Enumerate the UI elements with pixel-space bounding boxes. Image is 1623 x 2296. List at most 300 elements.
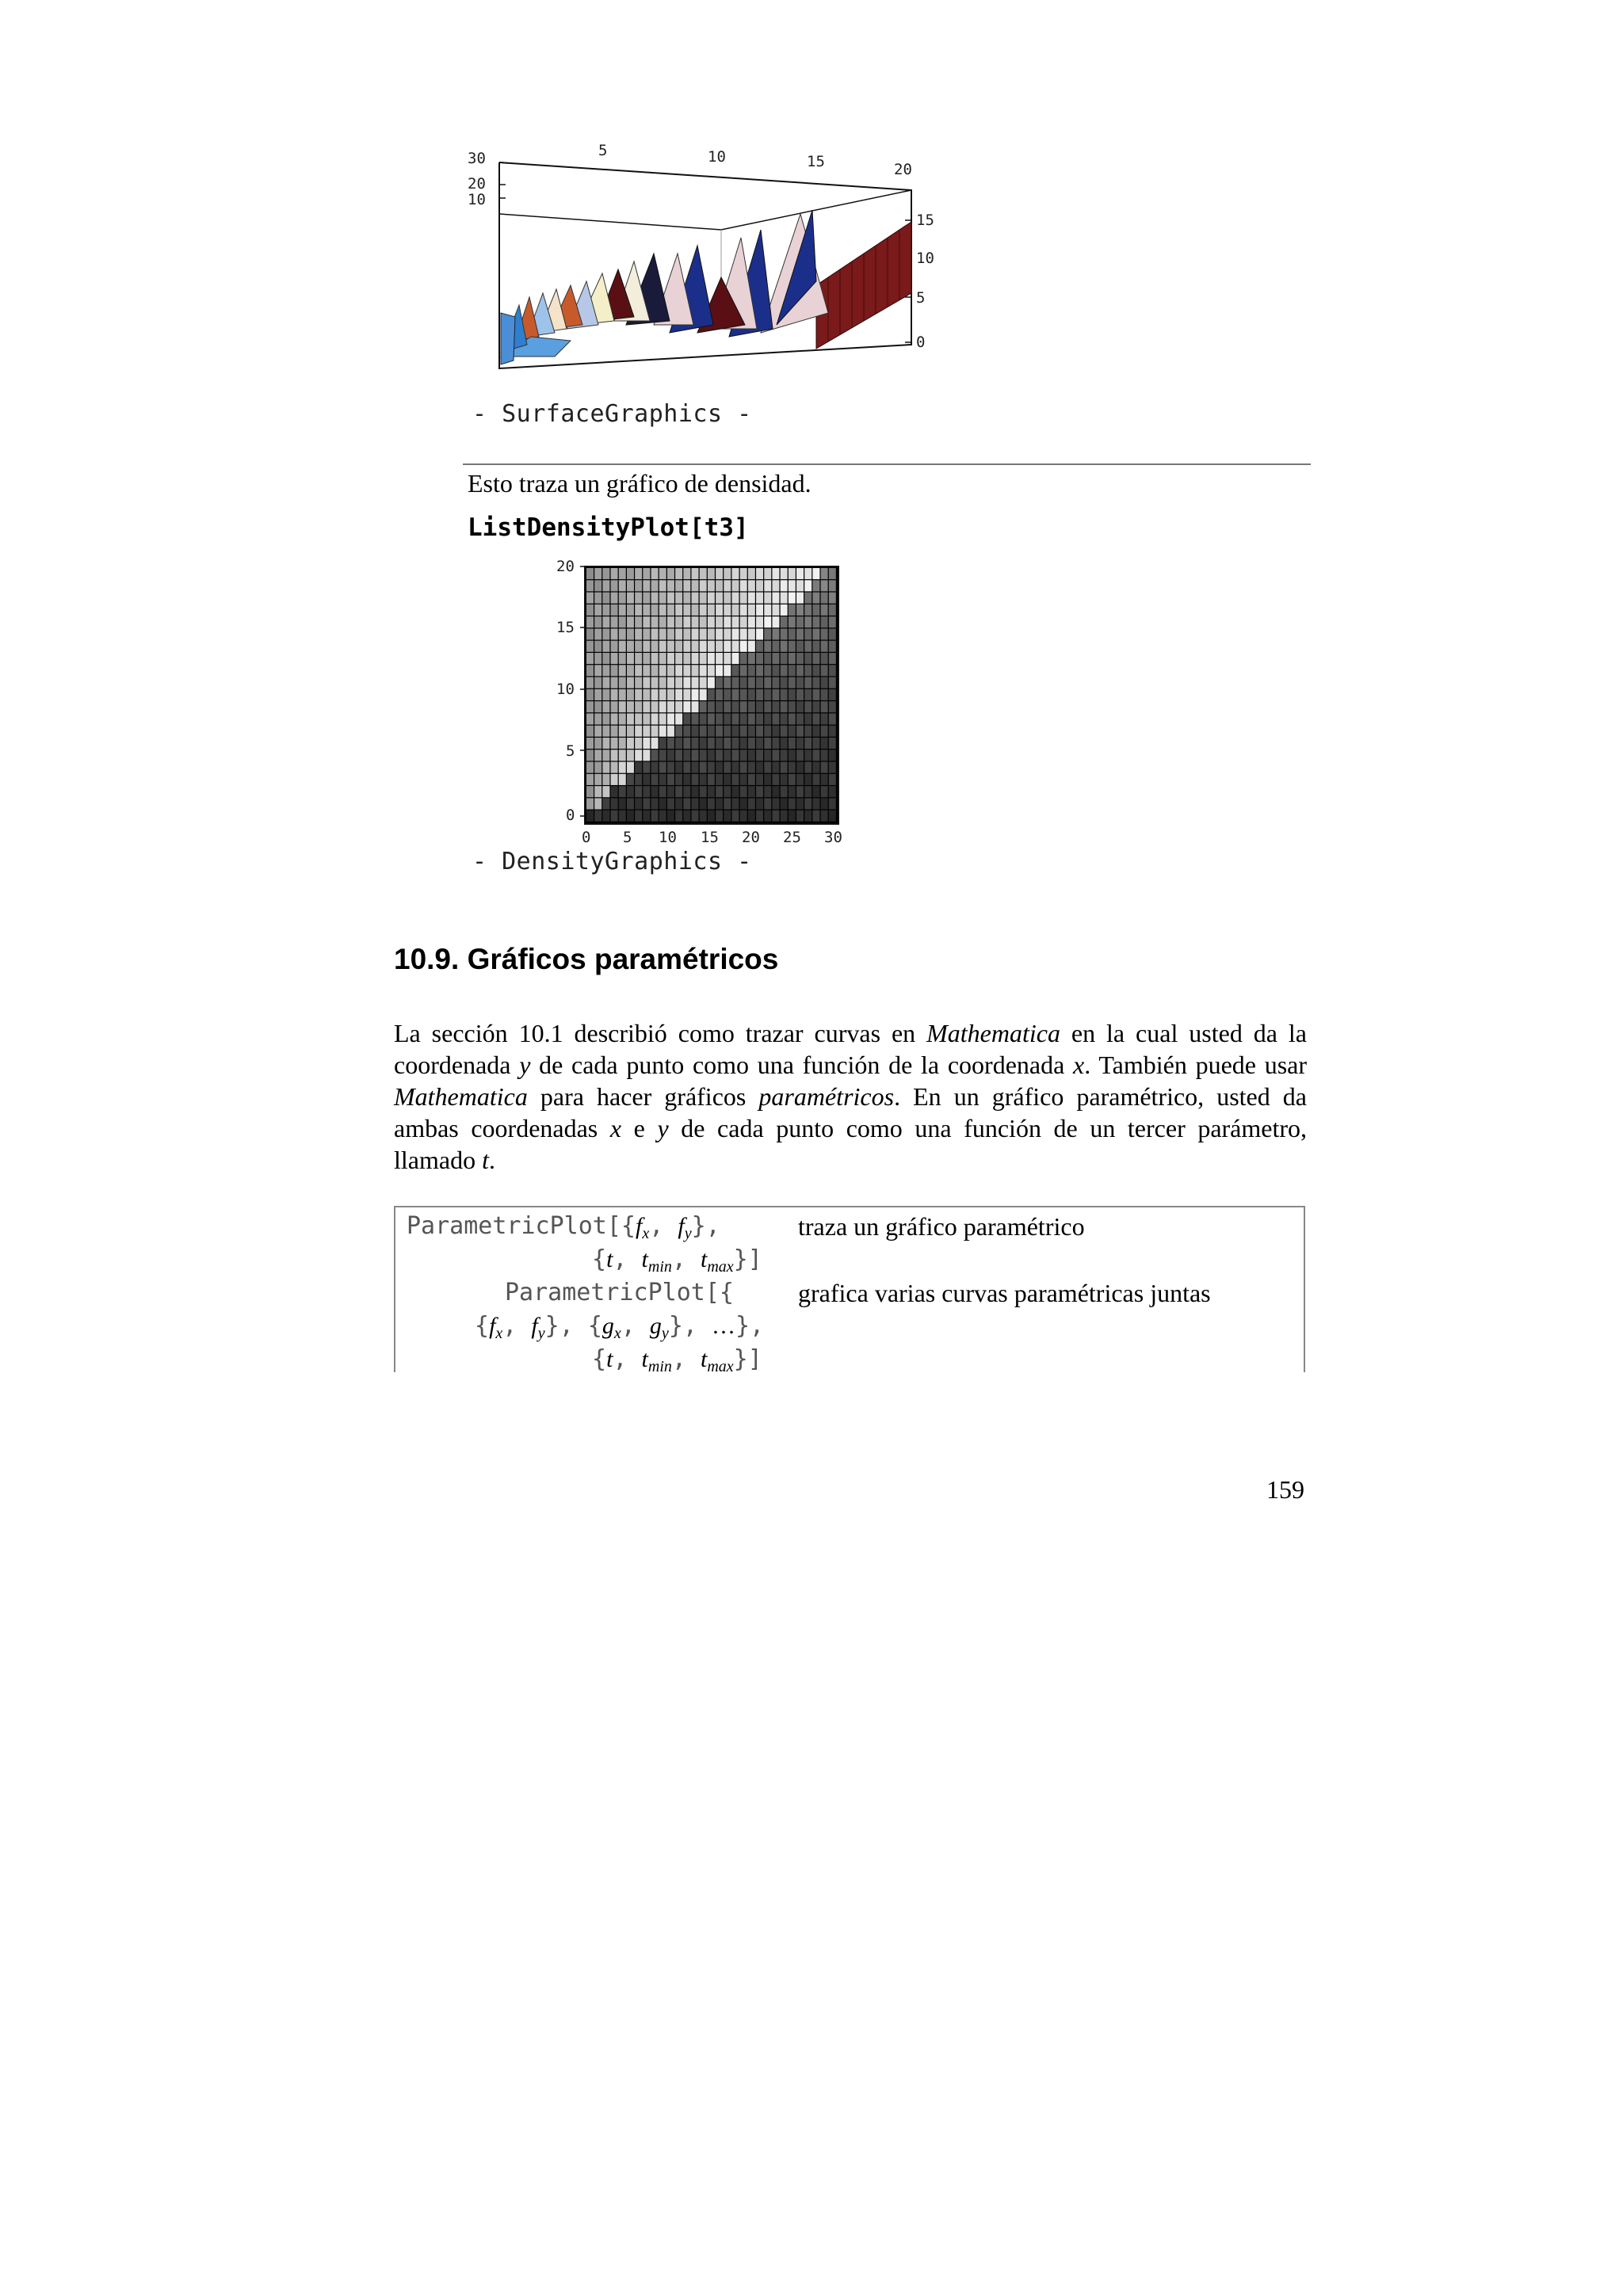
- density-cell: [692, 749, 699, 761]
- density-cells: [586, 568, 836, 822]
- row1-sub-y: y: [684, 1225, 692, 1242]
- density-cell: [635, 762, 642, 773]
- density-cell: [700, 616, 707, 627]
- density-cell: [731, 689, 739, 700]
- density-cell: [756, 810, 763, 822]
- density-cell: [675, 786, 682, 797]
- density-cell: [804, 568, 812, 579]
- density-cell: [683, 786, 690, 797]
- density-cell: [667, 738, 674, 749]
- density-cell: [731, 738, 739, 749]
- density-cell: [756, 605, 763, 616]
- density-cell: [789, 677, 796, 688]
- density-cell: [692, 653, 699, 664]
- density-cell: [619, 568, 626, 579]
- density-cell: [683, 738, 690, 749]
- table-row-2-command: [505, 1277, 734, 1309]
- density-cell: [611, 738, 618, 749]
- density-cell: [724, 762, 731, 773]
- density-cell: [659, 774, 666, 785]
- density-cell: [804, 786, 812, 797]
- density-cell: [789, 701, 796, 712]
- density-cell: [740, 810, 747, 822]
- density-cell: [764, 774, 771, 785]
- density-cell: [731, 726, 739, 737]
- density-cell: [772, 689, 779, 700]
- density-cell: [692, 616, 699, 627]
- density-cell: [667, 593, 674, 604]
- surface-tick-top-3: 20: [894, 161, 912, 178]
- density-cell: [659, 749, 666, 761]
- density-cell: [627, 726, 634, 737]
- density-cell: [796, 677, 804, 688]
- density-cell: [821, 738, 828, 749]
- density-cell: [789, 641, 796, 652]
- density-cell: [586, 665, 594, 676]
- density-cell: [764, 677, 771, 688]
- cell-divider: [463, 463, 1311, 465]
- density-cell: [781, 665, 788, 676]
- density-cell: [627, 786, 634, 797]
- density-cell: [821, 726, 828, 737]
- density-cell: [781, 689, 788, 700]
- table-row-1-description: traza un gráfico paramétrico: [798, 1212, 1085, 1241]
- density-cell: [627, 616, 634, 627]
- row1-max: max: [707, 1258, 734, 1276]
- density-cell: [594, 798, 601, 809]
- density-cell: [700, 677, 707, 688]
- density-cell: [619, 689, 626, 700]
- density-cell: [829, 605, 836, 616]
- density-cell: [627, 665, 634, 676]
- density-cell: [675, 616, 682, 627]
- density-cell: [611, 628, 618, 639]
- density-cell: [651, 798, 659, 809]
- density-cell: [692, 762, 699, 773]
- density-cell: [667, 616, 674, 627]
- density-cell: [700, 810, 707, 822]
- density-cell: [602, 798, 609, 809]
- row1-min: min: [647, 1258, 672, 1276]
- density-cell: [829, 701, 836, 712]
- density-cell: [772, 605, 779, 616]
- density-cell: [764, 726, 771, 737]
- density-cell: [651, 738, 659, 749]
- density-cell: [804, 593, 812, 604]
- density-cell: [635, 810, 642, 822]
- density-cell: [667, 798, 674, 809]
- density-cell: [659, 701, 666, 712]
- density-cell: [748, 762, 755, 773]
- density-cell: [675, 580, 682, 591]
- density-cell: [627, 774, 634, 785]
- density-cell: [812, 738, 819, 749]
- density-cell: [740, 653, 747, 664]
- density-cell: [611, 677, 618, 688]
- density-cell: [586, 738, 594, 749]
- density-cell: [708, 713, 715, 724]
- density-cell: [772, 762, 779, 773]
- density-cell: [586, 726, 594, 737]
- density-cell: [611, 641, 618, 652]
- density-cell: [619, 749, 626, 761]
- density-cell: [781, 677, 788, 688]
- density-cell: [829, 677, 836, 688]
- surface-tick-right-0: 15: [916, 212, 934, 229]
- density-cell: [781, 774, 788, 785]
- density-cell: [651, 774, 659, 785]
- density-cell: [586, 677, 594, 688]
- density-cell: [602, 786, 609, 797]
- density-cell: [635, 580, 642, 591]
- density-cell: [748, 689, 755, 700]
- density-cell: [659, 677, 666, 688]
- density-cell: [796, 713, 804, 724]
- density-cell: [602, 677, 609, 688]
- density-cell: [683, 762, 690, 773]
- density-cell: [764, 786, 771, 797]
- density-cell: [724, 568, 731, 579]
- density-cell: [675, 605, 682, 616]
- density-cell: [708, 701, 715, 712]
- density-y-tick-1: 15: [556, 619, 575, 636]
- density-cell: [781, 762, 788, 773]
- surface-tick-right-1: 10: [916, 250, 934, 267]
- density-cell: [756, 641, 763, 652]
- density-cell: [700, 786, 707, 797]
- density-cell: [829, 810, 836, 822]
- density-cell: [756, 798, 763, 809]
- density-cell: [683, 713, 690, 724]
- density-cell: [796, 774, 804, 785]
- density-cell: [667, 568, 674, 579]
- density-cell: [627, 749, 634, 761]
- density-cell: [731, 628, 739, 639]
- density-cell: [740, 580, 747, 591]
- density-cell: [764, 798, 771, 809]
- density-cell: [772, 568, 779, 579]
- density-cell: [683, 665, 690, 676]
- density-cell: [675, 689, 682, 700]
- density-cell: [731, 653, 739, 664]
- density-cell: [683, 774, 690, 785]
- row2-sub-x2: x: [613, 1325, 621, 1342]
- density-cell: [804, 677, 812, 688]
- density-cell: [789, 774, 796, 785]
- density-cell: [789, 616, 796, 627]
- density-cell: [611, 713, 618, 724]
- density-cell: [789, 593, 796, 604]
- density-cell: [821, 689, 828, 700]
- density-cell: [675, 628, 682, 639]
- density-cell: [772, 580, 779, 591]
- density-cell: [611, 580, 618, 591]
- density-cell: [586, 580, 594, 591]
- density-cell: [602, 568, 609, 579]
- density-cell: [812, 580, 819, 591]
- density-cell: [764, 810, 771, 822]
- density-cell: [643, 605, 650, 616]
- density-cell: [724, 641, 731, 652]
- density-cell: [619, 665, 626, 676]
- density-cell: [659, 628, 666, 639]
- density-cell: [756, 726, 763, 737]
- density-cell: [651, 726, 659, 737]
- row2-ellipsis: …: [712, 1313, 735, 1339]
- density-cell: [748, 641, 755, 652]
- density-cell: [716, 665, 723, 676]
- density-y-tick-2: 10: [556, 681, 575, 698]
- density-cell: [821, 749, 828, 761]
- density-cell: [643, 689, 650, 700]
- density-cell: [692, 701, 699, 712]
- density-x-tick-2: 10: [659, 829, 677, 846]
- density-cell: [796, 689, 804, 700]
- density-cell: [692, 665, 699, 676]
- density-cell: [708, 653, 715, 664]
- density-cell: [724, 605, 731, 616]
- density-cell: [651, 653, 659, 664]
- density-cell: [804, 798, 812, 809]
- row1-tmin: t: [641, 1246, 648, 1272]
- density-cell: [781, 580, 788, 591]
- density-cell: [651, 762, 659, 773]
- density-cell: [586, 605, 594, 616]
- density-cell: [731, 774, 739, 785]
- density-cell: [756, 580, 763, 591]
- density-cell: [627, 580, 634, 591]
- density-cell: [643, 580, 650, 591]
- surface-tick-left-1: 20: [468, 175, 486, 193]
- density-cell: [643, 653, 650, 664]
- density-cell: [740, 749, 747, 761]
- surface-tick-top-1: 10: [708, 148, 726, 166]
- density-cell: [772, 593, 779, 604]
- density-cell: [764, 628, 771, 639]
- density-cell: [731, 568, 739, 579]
- density-cell: [716, 580, 723, 591]
- density-cell: [586, 616, 594, 627]
- density-cell: [683, 810, 690, 822]
- density-cell: [731, 749, 739, 761]
- density-cell: [700, 726, 707, 737]
- density-cell: [619, 786, 626, 797]
- density-cell: [748, 749, 755, 761]
- density-cell: [764, 713, 771, 724]
- density-cell: [659, 580, 666, 591]
- density-cell: [804, 738, 812, 749]
- density-cell: [724, 677, 731, 688]
- density-cell: [708, 628, 715, 639]
- density-cell: [594, 580, 601, 591]
- density-cell: [829, 749, 836, 761]
- density-cell: [594, 641, 601, 652]
- density-cell: [804, 641, 812, 652]
- density-cell: [692, 605, 699, 616]
- density-cell: [812, 713, 819, 724]
- density-cell: [740, 774, 747, 785]
- density-cell: [594, 738, 601, 749]
- density-cell: [796, 726, 804, 737]
- density-cell: [700, 689, 707, 700]
- density-cell: [692, 593, 699, 604]
- density-cell: [740, 616, 747, 627]
- density-cell: [812, 677, 819, 688]
- density-cell: [716, 628, 723, 639]
- density-cell: [812, 689, 819, 700]
- density-cell: [764, 605, 771, 616]
- surface-output-label: - SurfaceGraphics -: [472, 400, 752, 428]
- density-cell: [594, 762, 601, 773]
- density-cell: [812, 726, 819, 737]
- density-cell: [716, 593, 723, 604]
- density-cell: [812, 749, 819, 761]
- density-cell: [724, 774, 731, 785]
- density-cell: [594, 701, 601, 712]
- density-cell: [812, 593, 819, 604]
- density-cell: [611, 593, 618, 604]
- density-cell: [675, 749, 682, 761]
- density-cell: [700, 605, 707, 616]
- density-cell: [829, 616, 836, 627]
- density-cell: [829, 798, 836, 809]
- density-cell: [748, 568, 755, 579]
- density-cell: [635, 628, 642, 639]
- density-cell: [748, 593, 755, 604]
- density-cell: [821, 605, 828, 616]
- density-cell: [708, 689, 715, 700]
- density-cell: [781, 593, 788, 604]
- density-cell: [781, 726, 788, 737]
- density-cell: [756, 677, 763, 688]
- density-cell: [594, 665, 601, 676]
- density-cell: [619, 628, 626, 639]
- density-cell: [740, 568, 747, 579]
- density-cell: [781, 616, 788, 627]
- density-cell: [748, 677, 755, 688]
- density-cell: [692, 798, 699, 809]
- density-cell: [594, 628, 601, 639]
- density-cell: [635, 641, 642, 652]
- row2-max: max: [707, 1358, 734, 1375]
- density-cell: [740, 738, 747, 749]
- density-cell: [716, 568, 723, 579]
- density-cell: [708, 786, 715, 797]
- density-cell: [764, 749, 771, 761]
- density-cell: [821, 665, 828, 676]
- para-text-7: e: [621, 1114, 658, 1142]
- density-cell: [700, 653, 707, 664]
- density-cell: [708, 641, 715, 652]
- density-cell: [740, 786, 747, 797]
- density-cell: [781, 749, 788, 761]
- density-cell: [804, 726, 812, 737]
- density-cell: [748, 774, 755, 785]
- density-cell: [716, 677, 723, 688]
- density-cell: [602, 738, 609, 749]
- density-cell: [627, 641, 634, 652]
- density-cell: [586, 641, 594, 652]
- row2-cmd: ParametricPlot[{: [505, 1279, 734, 1306]
- surface-tick-top-0: 5: [598, 142, 608, 159]
- density-cell: [796, 798, 804, 809]
- density-cell: [602, 653, 609, 664]
- density-cell: [667, 713, 674, 724]
- density-cell: [789, 605, 796, 616]
- density-cell: [619, 653, 626, 664]
- density-cell: [667, 762, 674, 773]
- density-cell: [602, 665, 609, 676]
- density-cell: [821, 762, 828, 773]
- density-cell: [700, 713, 707, 724]
- density-cell: [651, 701, 659, 712]
- row2-tmin: t: [641, 1346, 648, 1372]
- density-cell: [708, 762, 715, 773]
- density-cell: [627, 593, 634, 604]
- density-cell: [651, 689, 659, 700]
- density-cell: [772, 749, 779, 761]
- para-em-1: Mathematica: [926, 1019, 1060, 1047]
- density-cell: [700, 593, 707, 604]
- density-cell: [804, 605, 812, 616]
- density-cell: [611, 568, 618, 579]
- density-x-tick-1: 5: [623, 829, 632, 846]
- density-cell: [667, 774, 674, 785]
- density-cell: [821, 653, 828, 664]
- density-cell: [716, 810, 723, 822]
- density-cell: [700, 701, 707, 712]
- density-cell: [796, 810, 804, 822]
- density-cell: [627, 762, 634, 773]
- density-cell: [796, 653, 804, 664]
- density-cell: [740, 628, 747, 639]
- density-cell: [796, 605, 804, 616]
- density-cell: [812, 810, 819, 822]
- density-cell: [635, 689, 642, 700]
- density-cell: [619, 616, 626, 627]
- density-cell: [659, 653, 666, 664]
- density-cell: [716, 774, 723, 785]
- density-cell: [635, 593, 642, 604]
- row1-f1: f: [635, 1213, 643, 1239]
- density-cell: [812, 798, 819, 809]
- density-cell: [675, 738, 682, 749]
- density-x-tick-3: 15: [701, 829, 719, 846]
- density-cell: [716, 616, 723, 627]
- density-cell: [796, 665, 804, 676]
- density-cell: [627, 701, 634, 712]
- density-cell: [683, 653, 690, 664]
- density-cell: [804, 774, 812, 785]
- density-x-tick-5: 25: [783, 829, 801, 846]
- density-cell: [692, 786, 699, 797]
- density-cell: [708, 605, 715, 616]
- density-cell: [611, 749, 618, 761]
- density-y-tick-3: 5: [566, 742, 575, 760]
- density-cell: [812, 628, 819, 639]
- density-cell: [675, 726, 682, 737]
- density-cell: [602, 749, 609, 761]
- density-cell: [675, 665, 682, 676]
- density-cell: [635, 786, 642, 797]
- density-cell: [692, 641, 699, 652]
- density-cell: [700, 641, 707, 652]
- density-cell: [659, 593, 666, 604]
- para-text-6: . En un gráfico paramétrico, usted da ambas coordenadas: [394, 1082, 1308, 1142]
- density-cell: [643, 701, 650, 712]
- density-cell: [651, 593, 659, 604]
- density-cell: [700, 580, 707, 591]
